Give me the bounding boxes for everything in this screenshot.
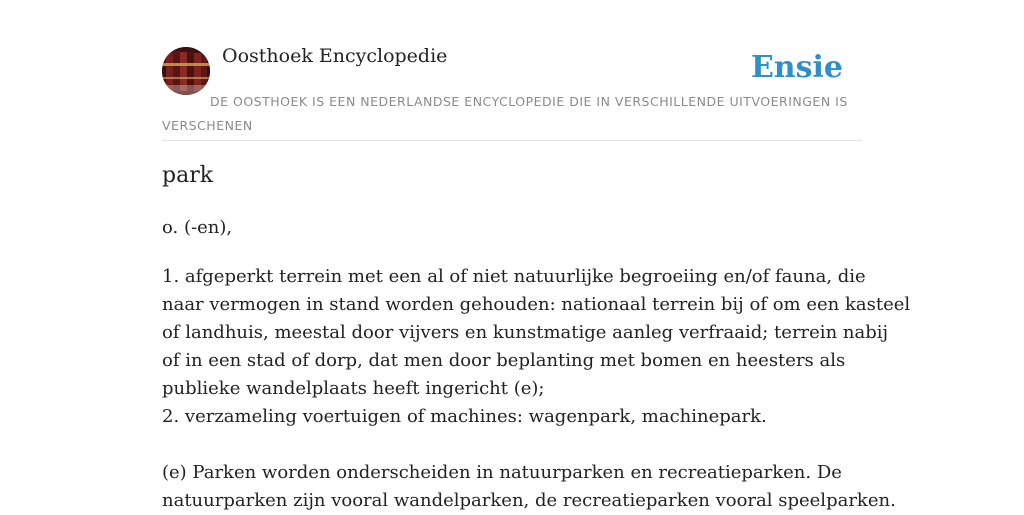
page: [162, 0, 911, 511]
entry-term: park: [162, 163, 214, 188]
site-title[interactable]: Oosthoek Encyclopedie: [222, 45, 448, 67]
definition-line: 2. verzameling voertuigen of machines: wagenpark, machinepark.: [162, 406, 767, 427]
definition-line: naar vermogen in stand worden gehouden: nationaal terrein bij of om een kasteel: [162, 294, 911, 315]
ensie-logo-link[interactable]: Ensie: [750, 50, 843, 85]
entry-definition: [162, 263, 911, 515]
definition-line: 1. afgeperkt terrein met een al of niet natuurlijke begroeiing en/of fauna, die: [162, 266, 866, 287]
definition-line: publieke wandelplaats heeft ingericht (e);: [162, 378, 545, 399]
note-line: (e) Parken worden onderscheiden in natuurparken en recreatieparken. De: [162, 462, 842, 483]
definition-line: of landhuis, meestal door vijvers en kunstmatige aanleg verfraaid; terrein nabij: [162, 322, 889, 343]
definition-line: of in een stad of dorp, dat men door beplanting met bomen en heesters als: [162, 350, 846, 371]
site-tagline: DE OOSTHOEK IS EEN NEDERLANDSE ENCYCLOPEDIE DIE IN VERSCHILLENDE UITVOERINGEN IS VERSCHENEN: [162, 94, 848, 133]
note-line: natuurparken zijn vooral wandelparken, de recreatieparken vooral speelparken.: [162, 490, 896, 511]
encyclopedia-books-icon[interactable]: [162, 47, 210, 95]
books-illustration: [162, 47, 210, 95]
site-header: [162, 0, 862, 141]
entry-grammar: o. (-en),: [162, 217, 233, 238]
paragraph-spacer: [162, 431, 862, 459]
